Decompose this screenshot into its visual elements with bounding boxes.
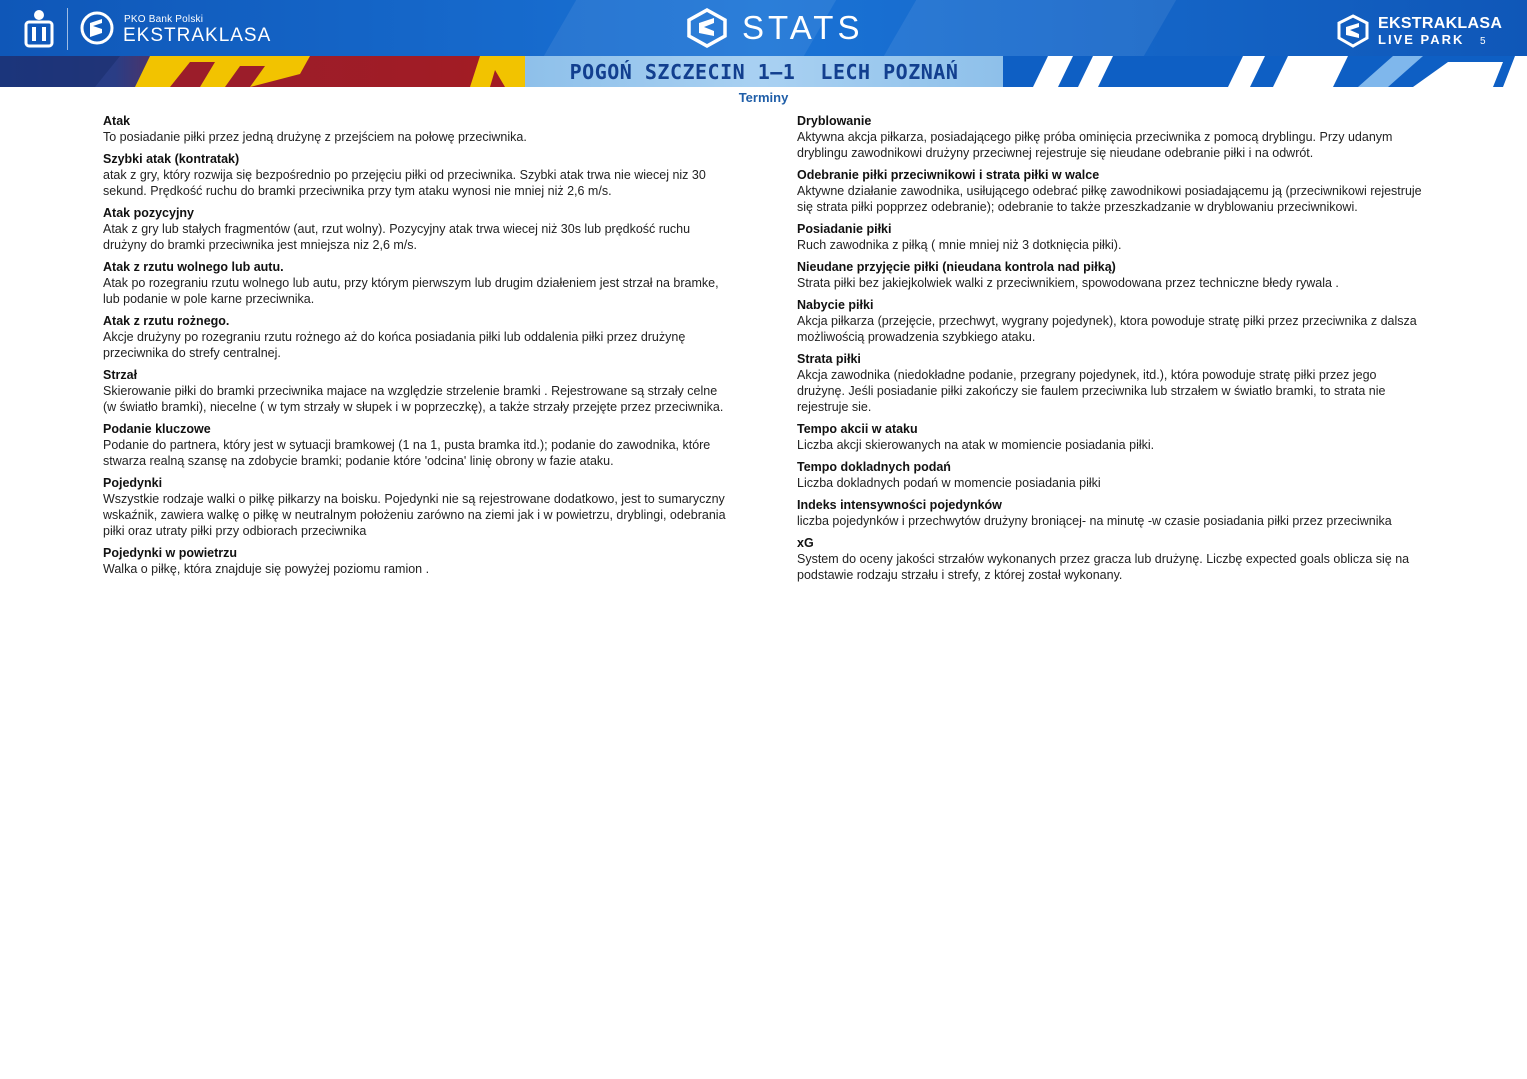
ekstraklasa-shield-icon [80, 10, 114, 46]
stripes-artwork-image [1003, 56, 1527, 87]
term-definition: Ruch zawodnika z piłką ( mnie mniej niż 3 dotknięcia piłki). [797, 238, 1122, 252]
term-definition: Skierowanie piłki do bramki przeciwnika majace na względzie strzelenie bramki . Rejestrowane są strzały celne (w światło bramki), niecelne ( w tym strzały w słupek i w poprzeczkę), a także strzały przejęte przez przeciwnika. [103, 384, 724, 414]
term-name: Atak z rzutu wolnego lub autu. [103, 260, 284, 274]
glossary-item [103, 152, 731, 199]
header-decoration [884, 0, 1176, 56]
term-name: Podanie kluczowe [103, 422, 211, 436]
glossary-item [797, 352, 1422, 415]
term-definition: Aktywne działanie zawodnika, usiłującego odebrać piłkę zawodnikowi posiadającemu ją (przeciwnikowi rejestruje się strata piłki popprzez odebranie); odebranie to także przeszkadzanie w dryblowaniu przeciwnikowi. [797, 184, 1422, 214]
term-definition: atak z gry, który rozwija się bezpośrednio po przejęciu piłki od przeciwnika. Szybki atak trwa nie wiecej niz 30 sekund. Prędkość ruchu do bramki przeciwnika przy tym ataku wynosi nie mniej niż 2,6 m/s. [103, 168, 706, 198]
top-header [0, 0, 1527, 56]
term-name: Odebranie piłki przeciwnikowi i strata piłki w walce [797, 168, 1100, 182]
glossary-item [103, 546, 731, 577]
term-definition: Akcje drużyny po rozegraniu rzutu rożnego aż do końca posiadania piłki lub oddalenia piłki przez drużynę przeciwnika do strefy centralnej. [103, 330, 686, 360]
term-definition: Strata piłki bez jakiejkolwiek walki z przeciwnikiem, spowodowana przez techniczne błedy rywala . [797, 276, 1339, 290]
term-name: Pojedynki w powietrzu [103, 546, 238, 560]
match-title: POGOŃ SZCZECIN 1–1 LECH POZNAŃ [569, 60, 959, 84]
term-definition: Liczba dokladnych podań w momencie posiadania piłki [797, 476, 1101, 490]
live-park-brand: EKSTRAKLASA [1378, 15, 1503, 32]
glossary-item [103, 368, 731, 415]
term-name: Tempo akcii w ataku [797, 422, 918, 436]
glossary-right-column [797, 114, 1422, 590]
term-name: Pojedynki [103, 476, 163, 490]
brand-subtitle: PKO Bank Polski [124, 14, 204, 25]
term-name: Posiadanie piłki [797, 222, 892, 236]
glossary-item [797, 422, 1422, 453]
glossary-left-column [103, 114, 731, 584]
term-name: Nieudane przyjęcie piłki (nieudana kontrola nad piłką) [797, 260, 1116, 274]
stats-logo-icon [686, 8, 728, 48]
glossary-item [797, 536, 1422, 583]
glossary-item [103, 314, 731, 361]
glossary-item [103, 476, 731, 539]
term-name: Dryblowanie [797, 114, 872, 128]
glossary-item [103, 422, 731, 469]
term-definition: System do oceny jakości strzałów wykonanych przez gracza lub drużynę. Liczbę expected goals oblicza się na podstawie rodzaju strzału i strefy, z której został wykonany. [797, 552, 1410, 582]
term-definition: To posiadanie piłki przez jedną drużynę z przejściem na połowę przeciwnika. [103, 130, 527, 144]
term-definition: Podanie do partnera, który jest w sytuacji bramkowej (1 na 1, pusta bramka itd.); podanie do zawodnika, które stwarza realną szansę na zdobycie bramki; podanie które 'odcina' linię obrony w fazie ataku. [103, 438, 711, 468]
term-name: Strzał [103, 368, 138, 382]
glossary-item [797, 460, 1422, 491]
glossary-item [103, 260, 731, 307]
term-name: Szybki atak (kontratak) [103, 152, 240, 166]
term-definition: Atak z gry lub stałych fragmentów (aut, rzut wolny). Pozycyjny atak trwa wiecej niż 30s lub prędkość ruchu drużyny do bramki przeciwnika jest mniejsza niz 2,6 m/s. [103, 222, 691, 252]
page-number: 5 [1480, 36, 1486, 47]
term-definition: Akcja piłkarza (przejęcie, przechwyt, wygrany pojedynek), ktora powoduje stratę piłki przez przeciwnika z dalsza możliwością prowadzenia szybkiego ataku. [797, 314, 1417, 344]
term-definition: Akcja zawodnika (niedokładne podanie, przegrany pojedynek, itd.), która powoduje stratę piłki przez jego drużynę. Jeśli posiadanie piłki zakończy sie faulem przeciwnika lub strzałem w światło bramki, to strata nie rejestruje sie. [797, 368, 1386, 414]
glossary-item [103, 206, 731, 253]
glossary-item [797, 298, 1422, 345]
live-park-label: LIVE PARK [1378, 32, 1465, 47]
glossary-item [103, 114, 731, 145]
term-definition: Aktywna akcja piłkarza, posiadającego piłkę próba ominięcia przeciwnika z pomocą dryblingu. Przy udanym dryblingu zawodnikowi drużyny przeciwnej rejestruje się nieudane odebranie piłki i na odwrót. [797, 130, 1393, 160]
term-definition: Atak po rozegraniu rzutu wolnego lub autu, przy którym pierwszym lub drugim działeniem jest strzał na bramke, lub podanie w pole karne przeciwnika. [103, 276, 719, 306]
term-name: xG [797, 536, 814, 550]
term-definition: Wszystkie rodzaje walki o piłkę piłkarzy na boisku. Pojedynki nie są rejestrowane dodatkowo, jest to sumaryczny wskaźnik, zawiera walkę o piłkę w neutralnym położeniu zarówno na ziemi jak i w powietrzu, dryblingi, odebrania piłki oraz utraty piłki przy odbiorach przeciwnika [103, 492, 726, 538]
banner-artwork-right [1003, 56, 1527, 87]
pko-logo-icon [22, 8, 56, 48]
team-artwork-image [0, 56, 525, 87]
term-name: Indeks intensywności pojedynków [797, 498, 1002, 512]
term-name: Atak z rzutu rożnego. [103, 314, 230, 328]
section-title: Terminy [738, 90, 789, 105]
term-definition: Liczba akcji skierowanych na atak w momiencie posiadania piłki. [797, 438, 1155, 452]
term-name: Atak [103, 114, 131, 128]
brand-title: EKSTRAKLASA [123, 25, 272, 46]
header-divider [67, 8, 68, 50]
term-definition: Walka o piłkę, która znajduje się powyżej poziomu ramion . [103, 562, 430, 576]
glossary-item [797, 498, 1422, 529]
glossary-item [797, 222, 1422, 253]
term-name: Tempo dokladnych podań [797, 460, 951, 474]
term-name: Strata piłki [797, 352, 861, 366]
term-definition: liczba pojedynków i przechwytów drużyny broniącej- na minutę -w czasie posiadania piłki przez przeciwnika [797, 514, 1392, 528]
glossary-item [797, 260, 1422, 291]
glossary-item [797, 114, 1422, 161]
match-banner [0, 56, 1527, 87]
banner-artwork-left [0, 56, 525, 87]
term-name: Atak pozycyjny [103, 206, 195, 220]
stats-title: STATS [742, 9, 864, 46]
term-name: Nabycie piłki [797, 298, 874, 312]
live-park-shield-icon [1336, 14, 1370, 48]
glossary-item [797, 168, 1422, 215]
